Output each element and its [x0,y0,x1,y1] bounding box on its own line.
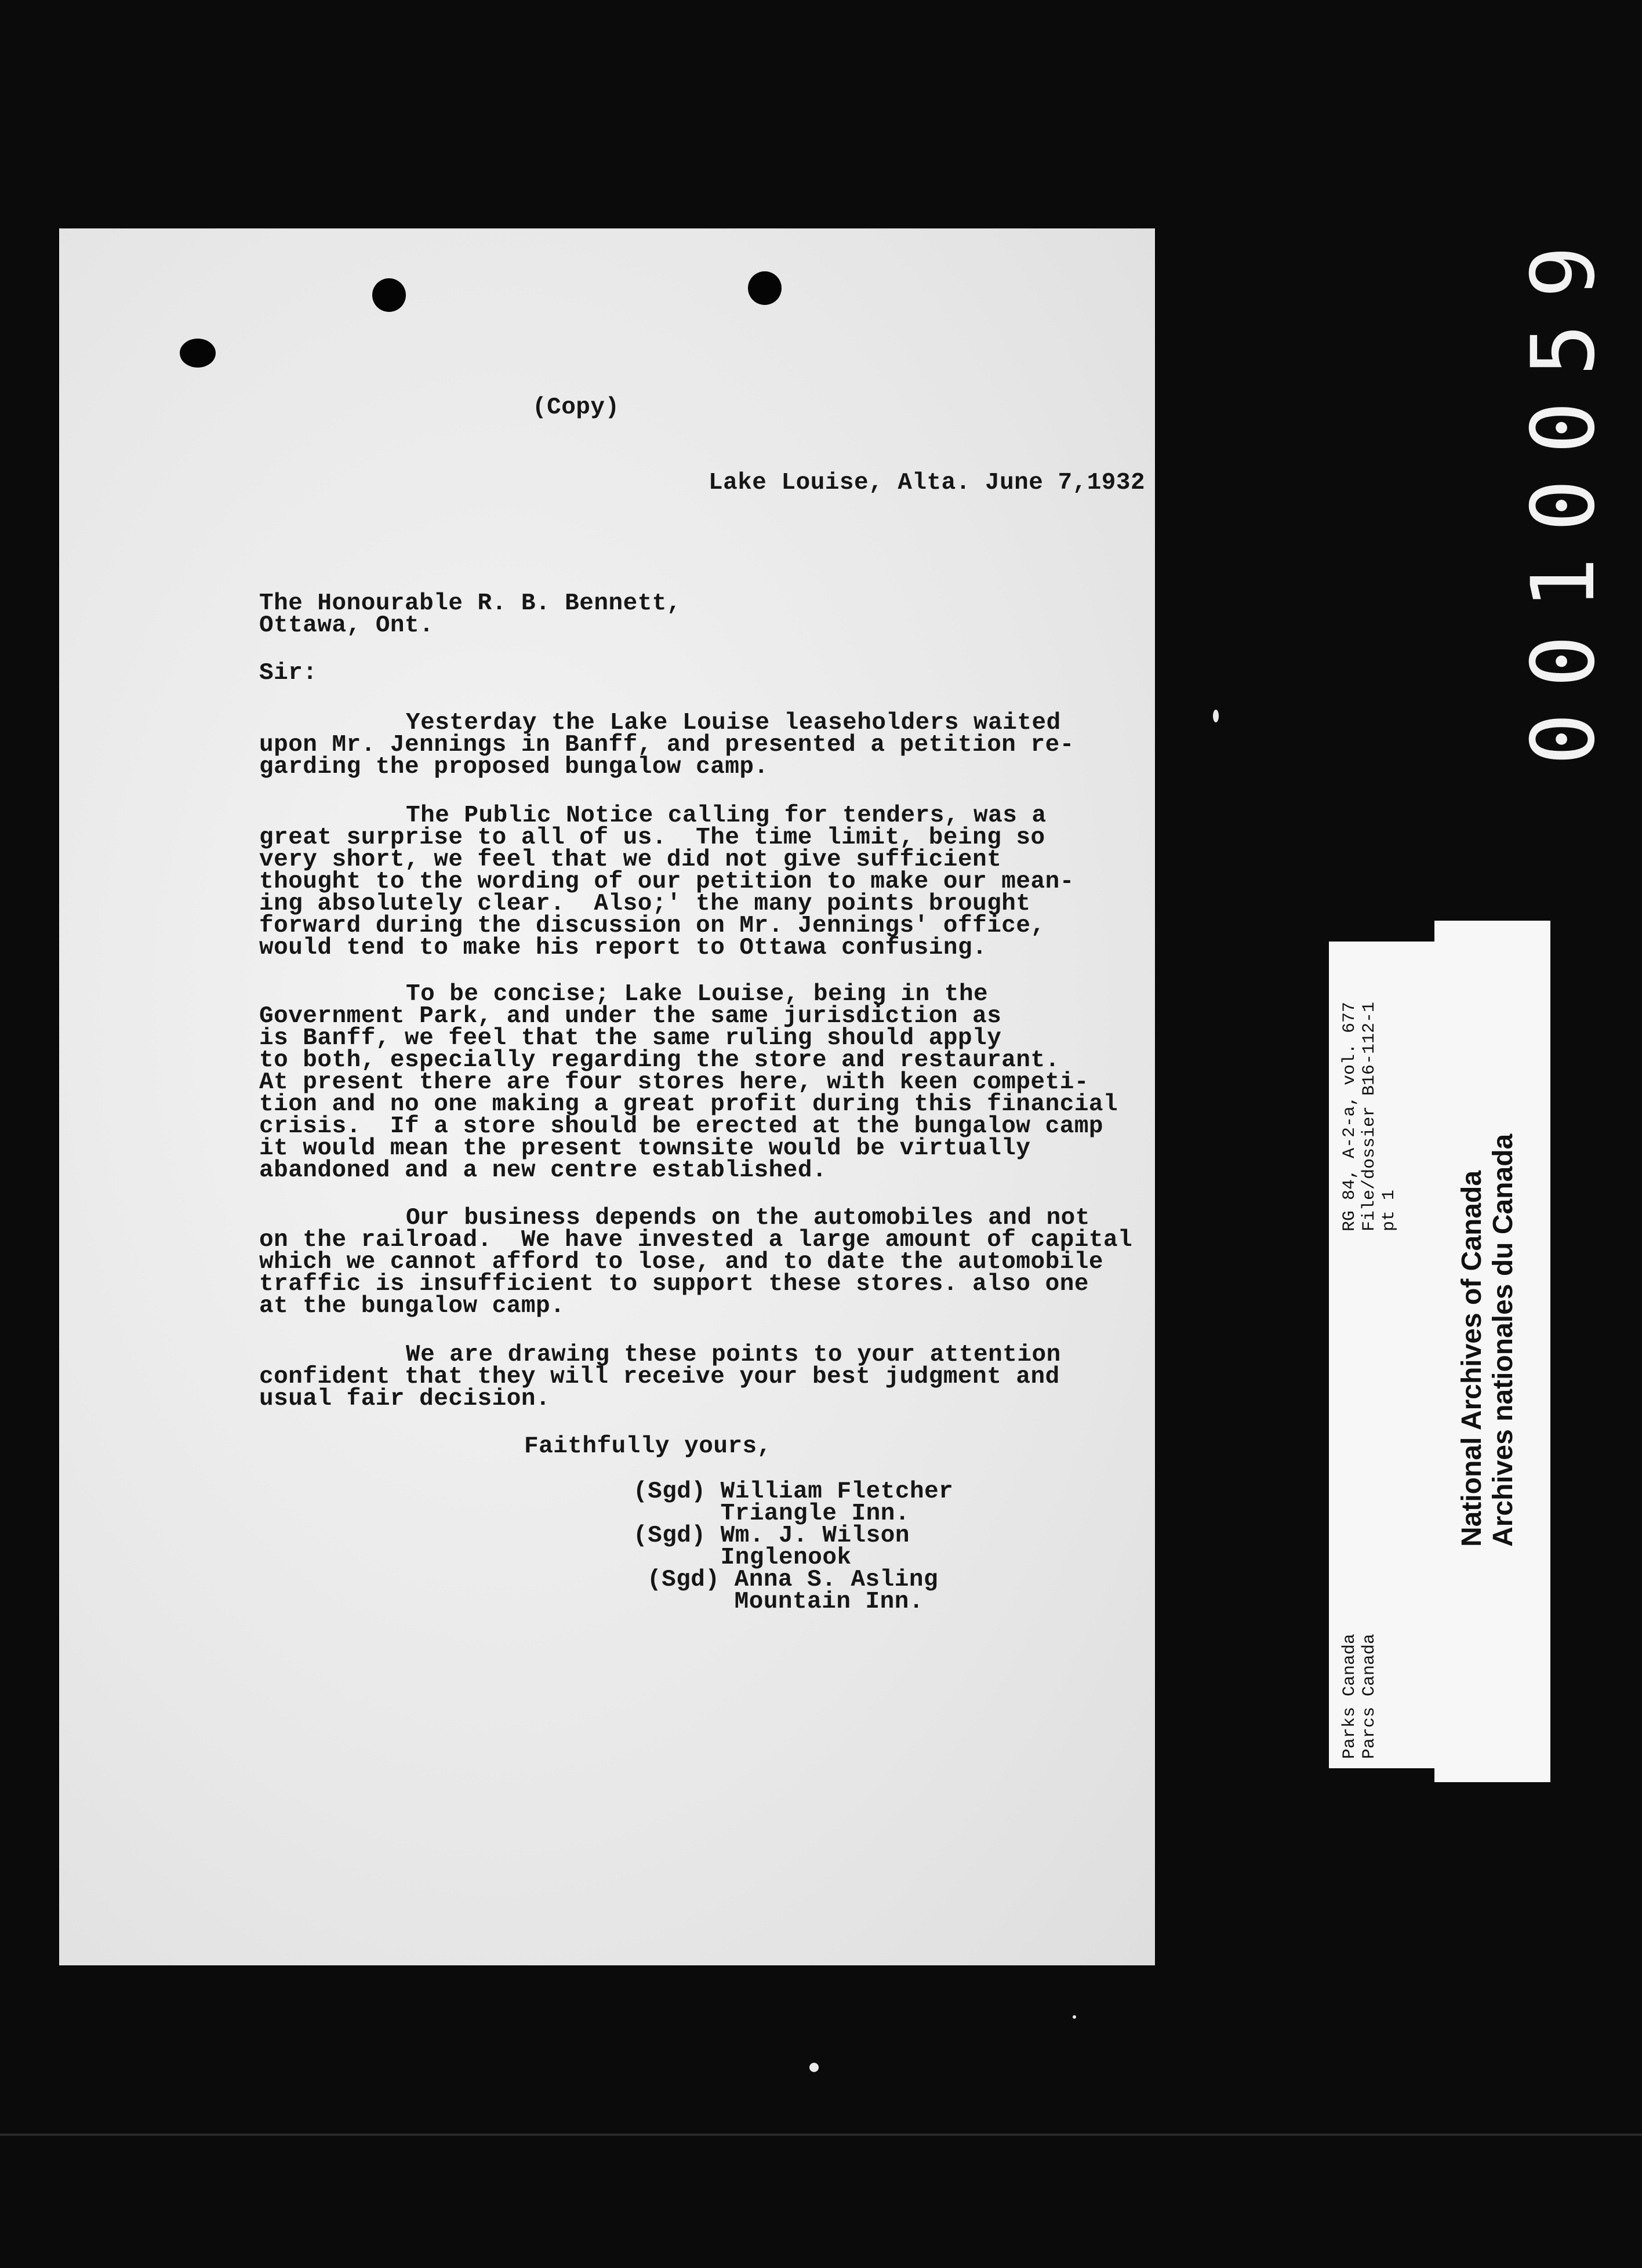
addressee-line: Ottawa, Ont. [259,612,434,639]
closing: Faithfully yours, [524,1433,772,1460]
body-line: tion and no one making a great profit during this financial [259,1091,1118,1118]
body-line: thought to the wording of our petition to make our mean- [259,868,1074,895]
signature-line: Mountain Inn. [647,1589,924,1615]
signature-line: (Sgd) Wm. J. Wilson [633,1522,910,1549]
dust-speck [1073,2015,1076,2019]
body-line: garding the proposed bungalow camp. [259,754,769,780]
body-line: At present there are four stores here, with keen competi- [259,1069,1089,1096]
frame-number-text: 0010059 [1513,220,1614,765]
signature-line: Triangle Inn. [633,1500,910,1527]
body-line: We are drawing these points to your attention [406,1342,1061,1368]
body-line: at the bungalow camp. [259,1293,565,1320]
reference-line: pt 1 [1379,1189,1399,1231]
dust-speck [809,2063,819,2072]
addressee-line: The Honourable R. B. Bennett, [259,590,682,617]
body-line: crisis. If a store should be erected at the bungalow camp [259,1113,1104,1140]
body-line: To be concise; Lake Louise, being in the [406,981,989,1008]
signature-line: (Sgd) Anna S. Asling [647,1566,939,1593]
punch-hole [180,339,216,368]
institution-name-fr: Archives nationales du Canada [1488,1133,1519,1547]
institution-name-en: National Archives of Canada [1456,1170,1487,1547]
agency-line: Parcs Canada [1360,1633,1379,1759]
body-line: Our business depends on the automobiles and not [406,1205,1090,1231]
body-line: it would mean the present townsite would be virtually [259,1135,1031,1162]
signature-line: (Sgd) William Fletcher [633,1478,954,1505]
body-line: ing absolutely clear. Also;' the many points brought [259,891,1031,917]
document-page [59,228,1155,1965]
body-line: Yesterday the Lake Louise leaseholders waited [406,710,1061,736]
body-line: The Public Notice calling for tenders, was a [406,802,1047,829]
body-line: which we cannot afford to lose, and to date the automobile [259,1249,1104,1275]
body-line: great surprise to all of us. The time limit, being so [259,824,1045,851]
salutation: Sir: [259,660,318,686]
place-date: Lake Louise, Alta. June 7,1932 [709,470,1146,496]
body-line: abandoned and a new centre established. [259,1157,827,1184]
dust-speck [1213,710,1219,722]
institution-label [1434,921,1550,1782]
reference-line: File/dossier B16-112-1 [1360,1001,1379,1231]
reference-label [1329,942,1436,1768]
punch-hole [372,278,406,312]
body-line: very short, we feel that we did not give sufficient [259,846,1002,873]
body-line: upon Mr. Jennings in Banff, and presented a petition re- [259,732,1074,758]
body-line: confident that they will receive your best judgment and [259,1364,1060,1390]
agency-line: Parks Canada [1340,1633,1360,1759]
microfilm-frame-number [1426,197,1614,765]
body-line: would tend to make his report to Ottawa confusing. [259,935,987,961]
punch-hole [748,271,782,305]
reference-line: RG 84, A-2-a, vol. 677 [1340,1001,1360,1231]
body-line: is Banff, we feel that the same ruling should apply [259,1025,1002,1052]
body-line: Government Park, and under the same jurisdiction as [259,1003,1002,1030]
body-line: to both, especially regarding the store and restaurant. [259,1047,1060,1074]
body-line: on the railroad. We have invested a large amount of capital [259,1227,1133,1253]
signature-line: Inglenook [633,1544,852,1571]
copy-marker: (Copy) [532,394,620,421]
body-line: forward during the discussion on Mr. Jennings' office, [259,913,1045,939]
body-line: usual fair decision. [259,1386,551,1412]
body-line: traffic is insufficient to support these stores. also one [259,1271,1089,1297]
